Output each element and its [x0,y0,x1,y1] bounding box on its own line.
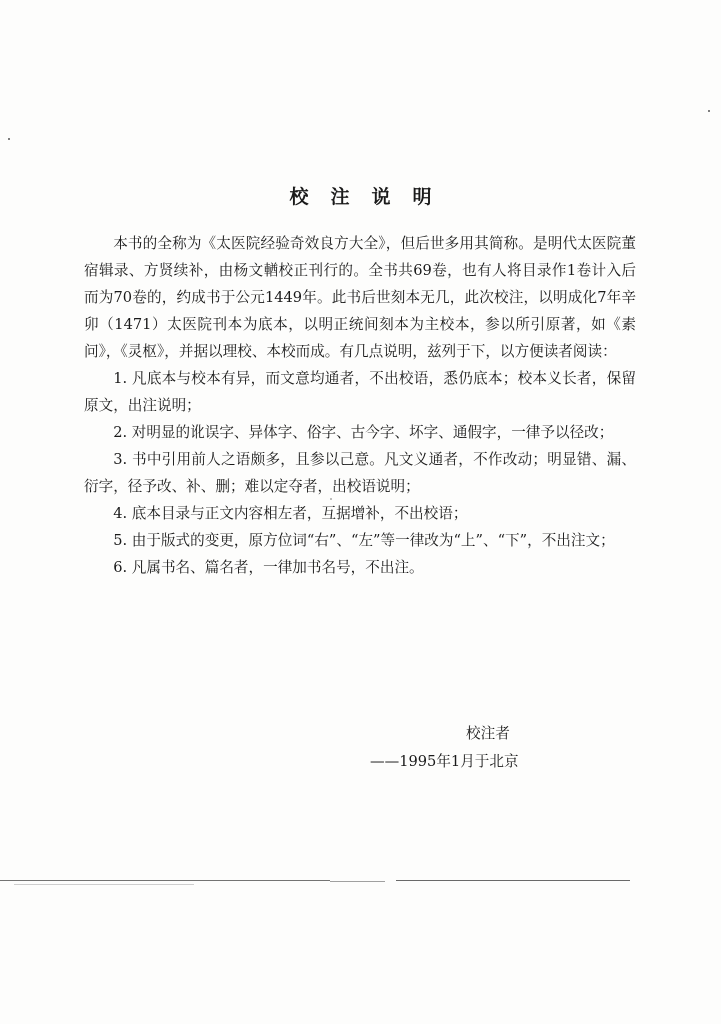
signature-role: 校注者 [466,725,510,742]
scan-artifact-line [0,880,330,881]
scan-artifact-line [396,880,630,881]
scan-speck [330,498,332,500]
intro-paragraph: 本书的全称为《太医院经验奇效良方大全》，但后世多用其简称。是明代太医院董宿辑录、方贤续补，由杨文輶校正刊行的。全书共69卷，也有人将目录作1卷计入后而为70卷的，约成书于公元1449年。此书后世刻本无几，此次校注，以明成化7年辛卯（1471）太医院刊本为底本，以明正统间刻本为主校本，参以所引原著，如《素问》，《灵枢》，并据以理校、本校而成。有几点说明，兹列于下，以方便读者阅读： [84,235,636,360]
page-title: 校注说明 [289,186,454,208]
document-body [84,230,636,581]
note-item-3: 3. 书中引用前人之语颇多，且参以己意。凡文义通者，不作改动；明显错、漏、衍字，径予改、补、删；难以定夺者，出校语说明； [84,451,636,495]
note-item-5: 5. 由于版式的变更，原方位词“右”、“左”等一律改为“上”、“下”，不出注文； [113,532,615,549]
note-item-6: 6. 凡属书名、篇名者，一律加书名号，不出注。 [113,559,424,576]
note-item-4: 4. 底本目录与正文内容相左者，互据增补，不出校语； [113,505,468,522]
scan-speck [8,138,10,140]
signature-date: ——1995年1月于北京 [370,753,519,770]
note-item-1: 1. 凡底本与校本有异，而文意均通者，不出校语，悉仍底本；校本义长者，保留原文，出注说明； [84,370,636,414]
scan-speck [708,110,710,112]
scan-artifact-line [14,884,194,885]
scan-artifact-line [330,881,385,882]
note-item-2: 2. 对明显的讹误字、异体字、俗字、古今字、坏字、通假字，一律予以径改； [113,424,614,441]
